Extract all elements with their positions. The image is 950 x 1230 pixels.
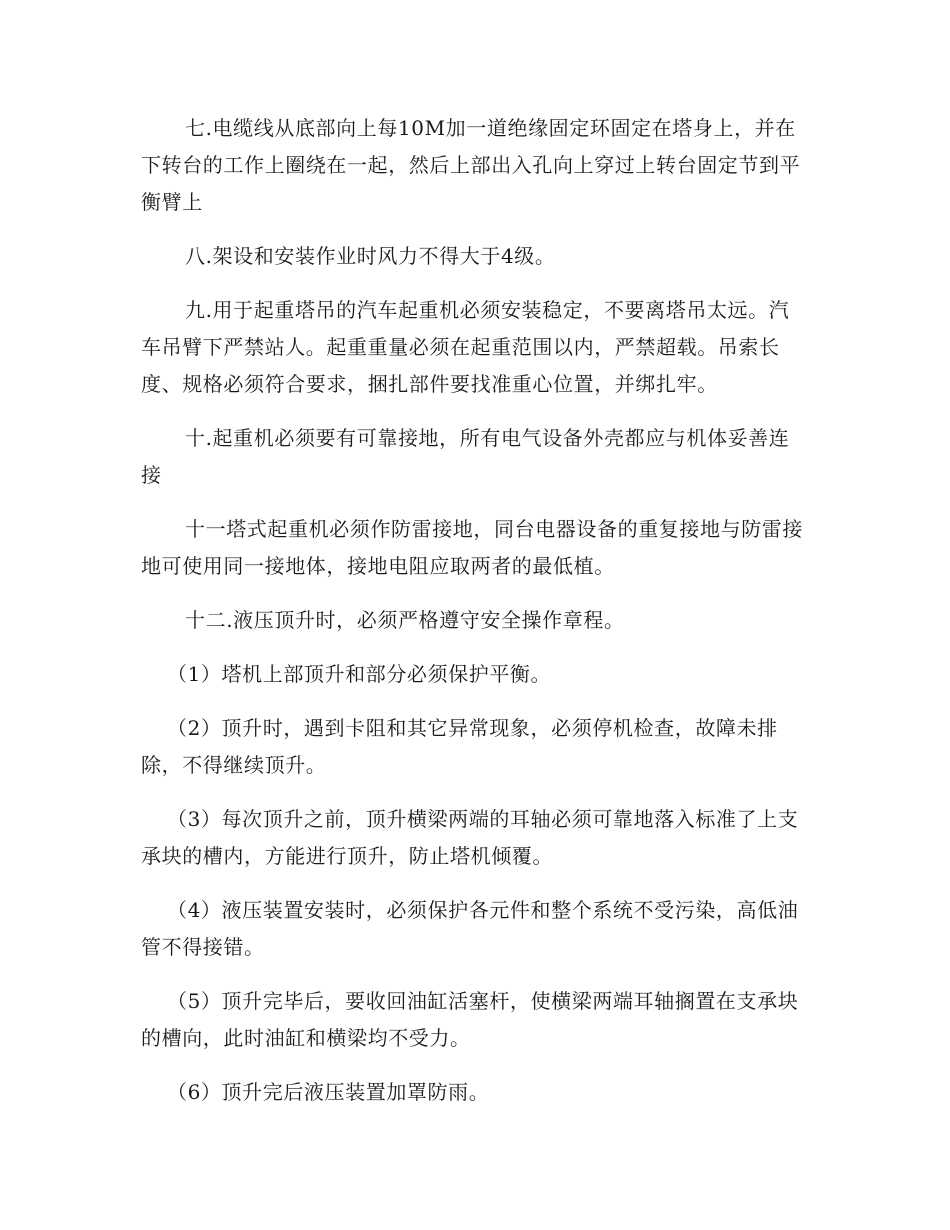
paragraph-item-7: 七.电缆线从底部向上每10M加一道绝缘固定环固定在塔身上，并在下转台的工作上圈绕在一起，然后上部出入孔向上穿过上转台固定节到平衡臂上 [141,116,801,214]
document-body [141,110,809,1128]
paragraph-item-8: 八.架设和安装作业时风力不得大于4级。 [185,244,556,268]
paragraph-item-11: 十一塔式起重机必须作防雷接地，同台电器设备的重复接地与防雷接地可使用同一接地体，接地电阻应取两者的最低植。 [141,517,803,578]
paragraph-item-9: 九.用于起重塔吊的汽车起重机必须安装稳定，不要离塔吊太远。汽车吊臂下严禁站人。起重重量必须在起重范围以内，严禁超载。吊索长度、规格必须符合要求，捆扎部件要找准重心位置，并绑扎牢。 [141,298,790,396]
sub-item-4: （4）液压装置安装时，必须保护各元件和整个系统不受污染，高低油管不得接错。 [141,898,799,959]
sub-item-2: （2）顶升时，遇到卡阻和其它异常现象，必须停机检查，故障未排除，不得继续顶升。 [141,716,778,777]
sub-item-5: （5）顶升完毕后，要收回油缸活塞杆，使横梁两端耳轴搁置在支承块的槽向，此时油缸和横梁均不受力。 [141,989,799,1050]
sub-item-1: （1）塔机上部顶升和部分必须保护平衡。 [167,662,552,686]
paragraph-item-10: 十.起重机必须要有可靠接地，所有电气设备外壳都应与机体妥善连接 [141,426,790,487]
sub-item-6: （6）顶升完后液压装置加罩防雨。 [167,1080,490,1104]
sub-item-3: （3）每次顶升之前，顶升横梁两端的耳轴必须可靠地落入标准了上支承块的槽内，方能进行顶升，防止塔机倾覆。 [141,807,799,868]
paragraph-item-12: 十二.液压顶升时，必须严格遵守安全操作章程。 [185,608,625,632]
